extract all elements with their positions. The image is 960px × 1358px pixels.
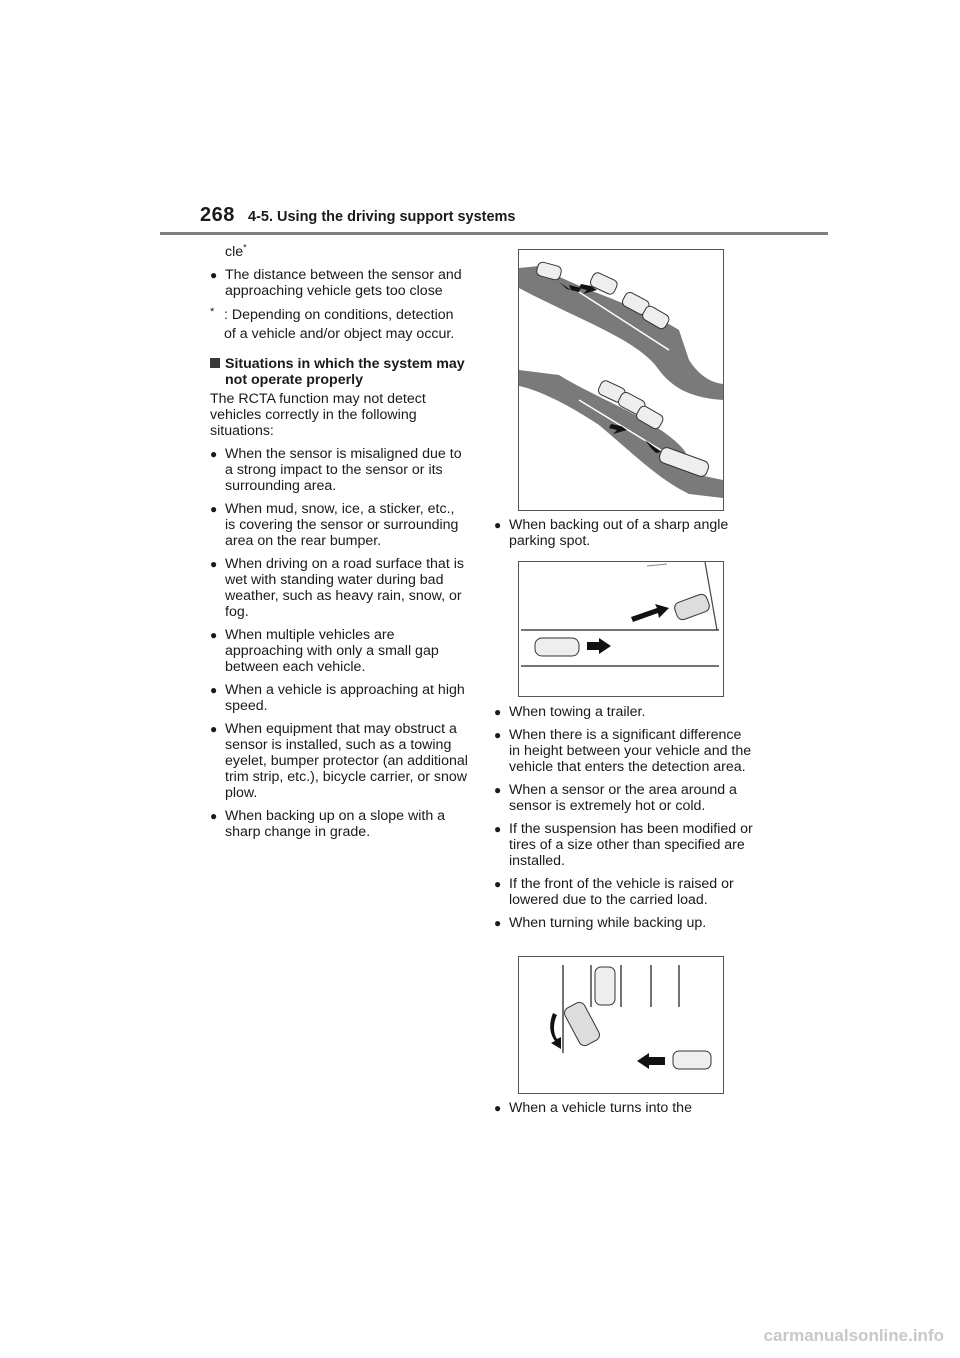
bullet-icon: ● [494, 1101, 502, 1115]
list-item: ● When towing a trailer. [494, 704, 646, 720]
header-rule [160, 232, 828, 235]
bullet-icon: ● [210, 809, 218, 823]
asterisk-mark: * [243, 242, 247, 253]
list-item: ● When a vehicle turns into the [494, 1100, 692, 1116]
bullet-icon: ● [210, 268, 218, 282]
right-column-block-2 [494, 704, 756, 938]
figure-turning-backup [518, 956, 724, 1094]
bullet-icon: ● [210, 447, 218, 461]
bullet-icon: ● [494, 705, 502, 719]
bullet-icon: ● [494, 822, 502, 836]
bullet-icon: ● [494, 877, 502, 891]
list-item: ● When the sensor is misaligned due to a strong impact to the sensor or its surrounding area. [210, 446, 462, 494]
left-column [210, 244, 468, 847]
list-item: ● When driving on a road surface that is wet with standing water during bad weather, such as heavy rain, snow, or fog. [210, 556, 464, 620]
list-item: ● When turning while backing up. [494, 915, 707, 931]
bullet-icon: ● [494, 916, 502, 930]
list-item: ● When backing out of a sharp angle parking spot. [494, 517, 729, 549]
intro-paragraph: The RCTA function may not detect vehicles correctly in the following situations: [210, 391, 426, 439]
bullet-icon: ● [210, 502, 218, 516]
footnote-mark: * [210, 306, 215, 318]
bullet-icon: ● [210, 722, 218, 736]
slope-roads-illustration [519, 250, 723, 510]
bullet-icon: ● [494, 728, 502, 742]
right-column-block-3 [494, 1100, 756, 1123]
square-marker-icon [210, 358, 220, 368]
list-item: ● When multiple vehicles are approaching with only a small gap between each vehicle. [210, 627, 439, 675]
bullet-icon: ● [494, 518, 502, 532]
section-title: 4-5. Using the driving support systems [248, 209, 516, 225]
figure-angle-parking [518, 561, 724, 697]
list-item: ● When mud, snow, ice, a sticker, etc., is covering the sensor or surrounding area on the rear bumper. [210, 501, 459, 549]
turning-backup-illustration [519, 957, 723, 1093]
list-item: ● When there is a significant difference in height between your vehicle and the vehicle that enters the detection area. [494, 727, 752, 775]
list-item: ● If the front of the vehicle is raised or lowered due to the carried load. [494, 876, 734, 908]
right-column-block-1 [494, 517, 756, 556]
bullet-icon: ● [210, 683, 218, 697]
watermark: carmanualsonline.info [763, 1326, 944, 1345]
list-item: ● The distance between the sensor and approaching vehicle gets too close [210, 267, 462, 299]
subsection-heading: Situations in which the system may not operate properly [210, 356, 468, 388]
footnote: * : Depending on conditions, detection of a vehicle and/or object may occur. [210, 306, 468, 344]
list-item: ● If the suspension has been modified or tires of a size other than specified are installed. [494, 821, 753, 869]
page-number: 268 [200, 204, 235, 226]
list-item: ● When equipment that may obstruct a sensor is installed, such as a towing eyelet, bumper protector (an additional trim strip, etc.), bicycle carrier, or snow plow. [210, 721, 468, 801]
list-item: ● When a vehicle is approaching at high speed. [210, 682, 465, 714]
list-item: ● When backing up on a slope with a sharp change in grade. [210, 808, 446, 840]
continued-text: cle* [225, 242, 247, 260]
angle-parking-illustration [519, 562, 723, 696]
bullet-icon: ● [210, 628, 218, 642]
bullet-icon: ● [494, 783, 502, 797]
bullet-icon: ● [210, 557, 218, 571]
list-item: ● When a sensor or the area around a sensor is extremely hot or cold. [494, 782, 737, 814]
figure-slope-roads [518, 249, 724, 511]
